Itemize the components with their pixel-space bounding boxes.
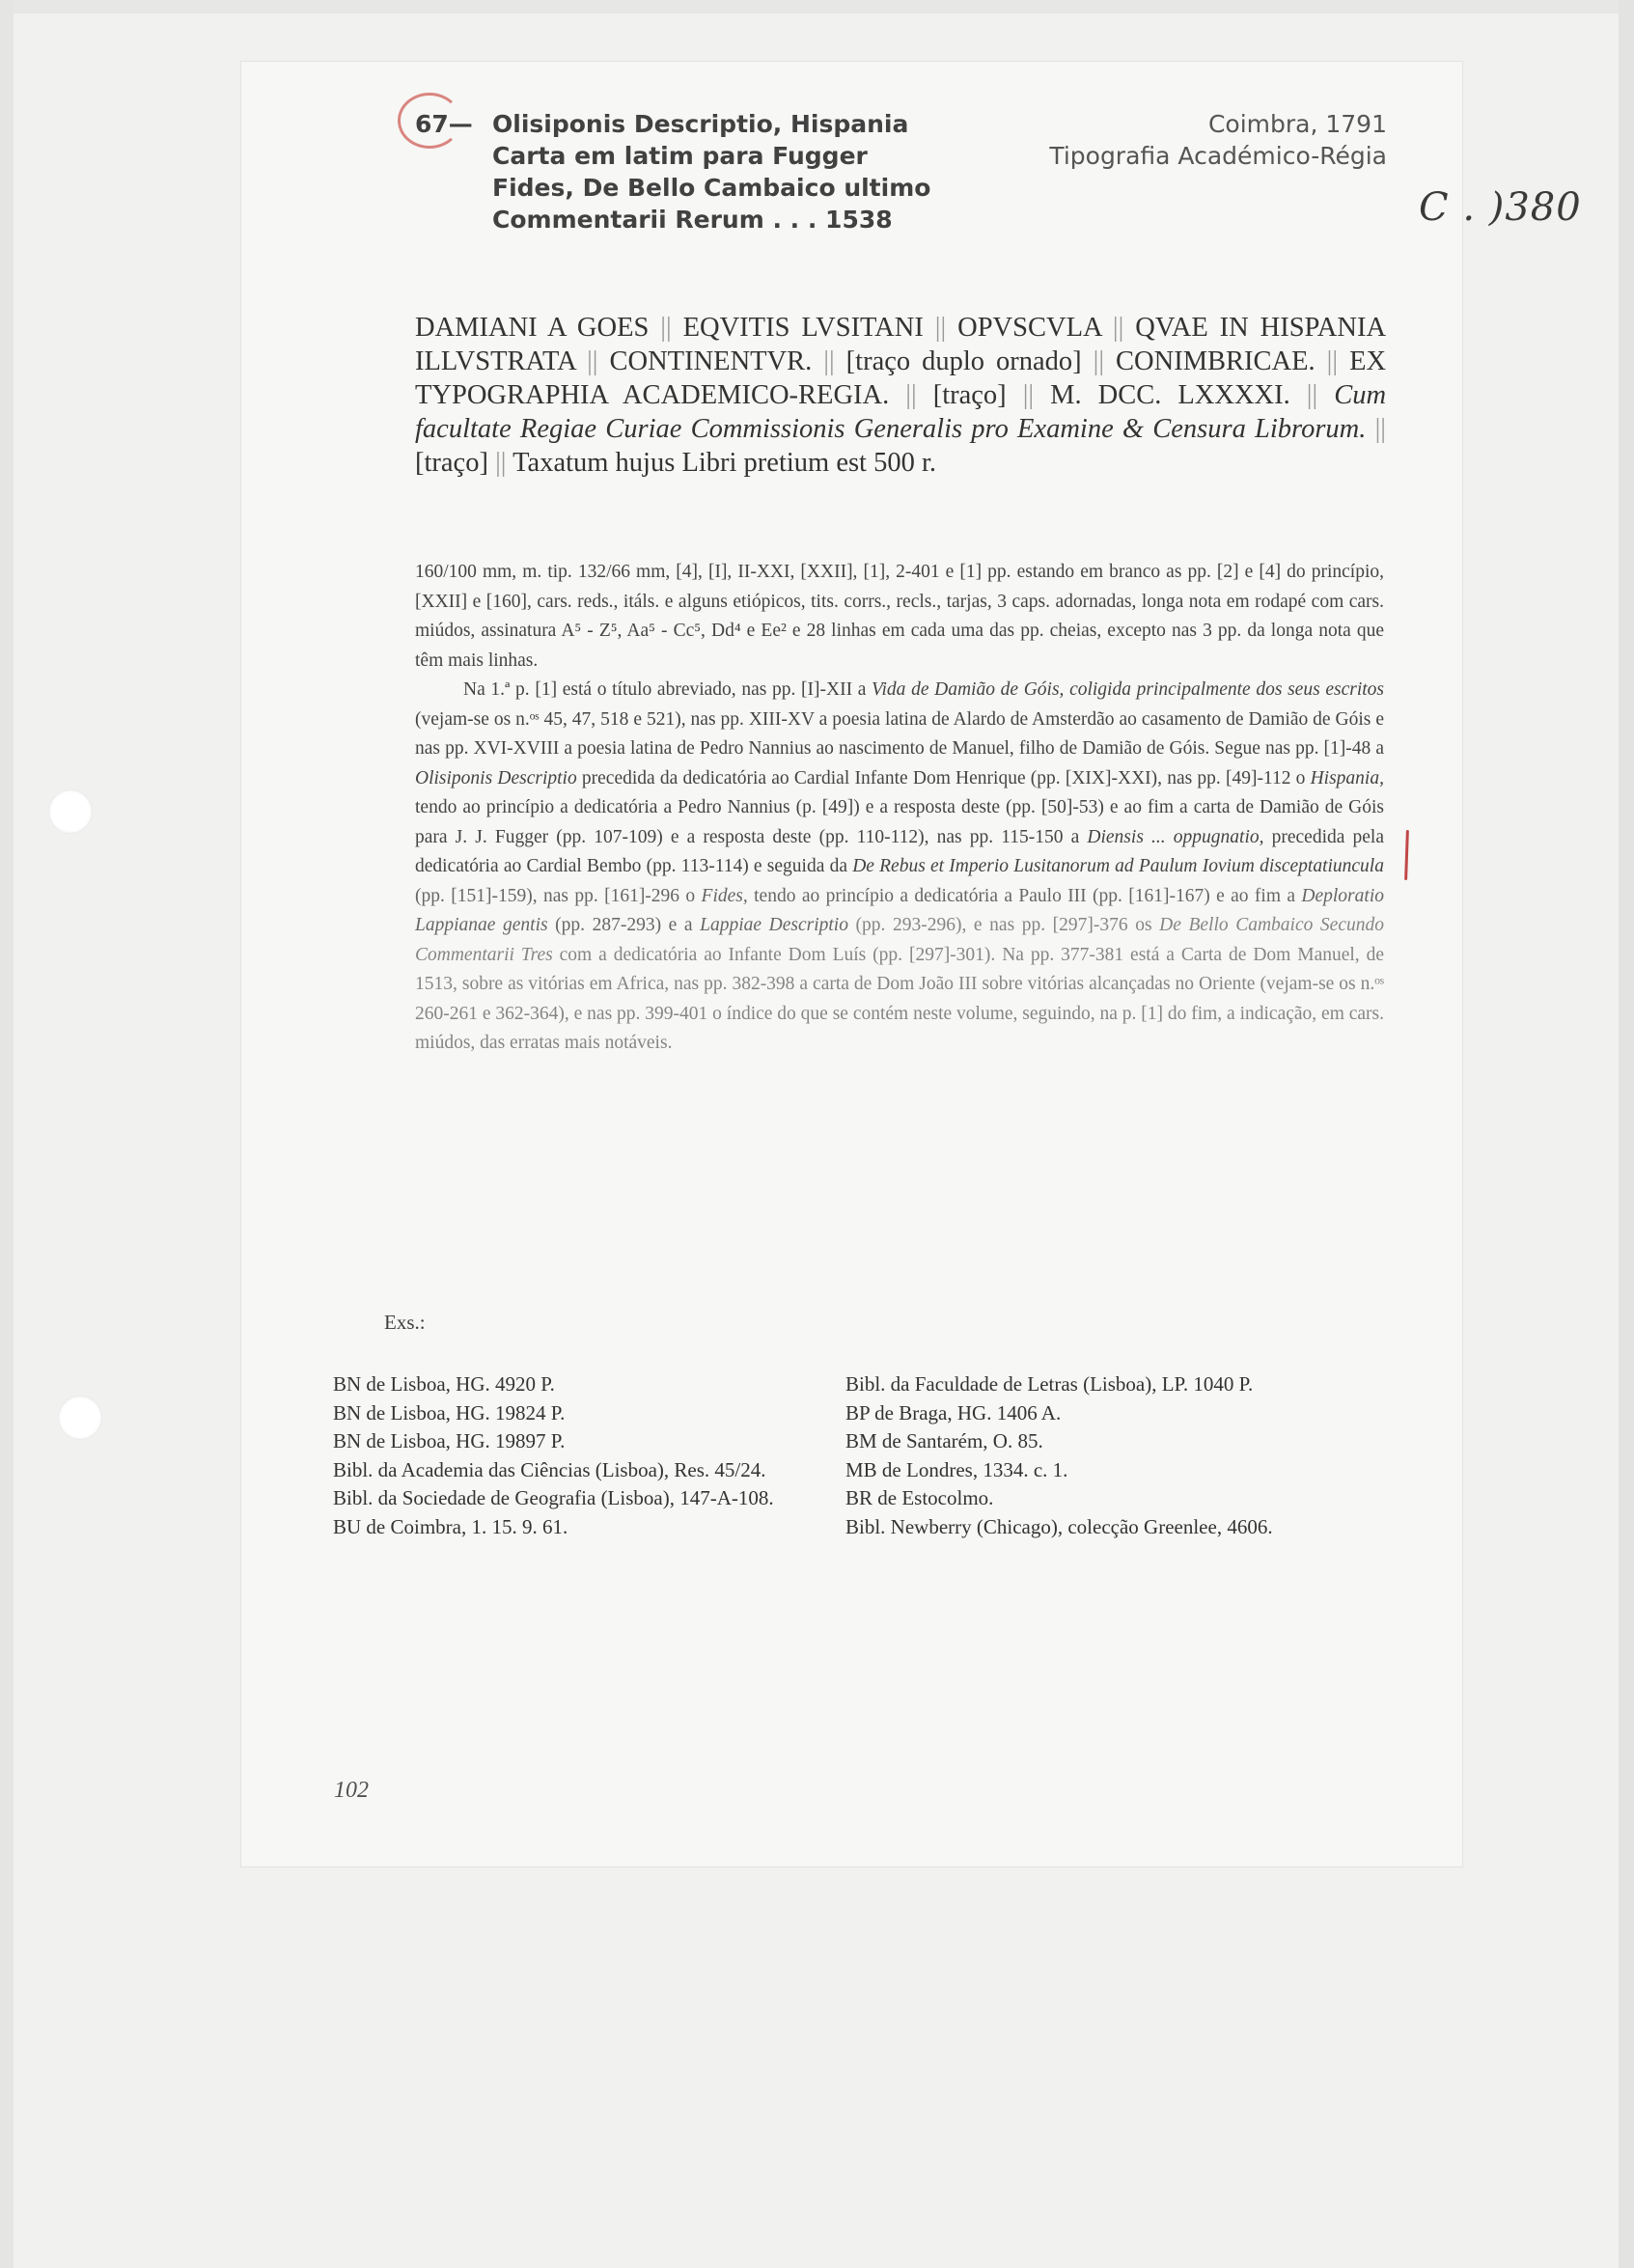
line-separator: ||	[1326, 346, 1339, 376]
copy-location: BN de Lisboa, HG. 19897 P.	[333, 1429, 566, 1452]
line-separator: ||	[823, 346, 835, 376]
line-separator: ||	[1374, 414, 1387, 444]
title-segment: [traço duplo ornado]	[845, 346, 1082, 376]
short-title-line: Fides, De Bello Cambaico ultimo	[492, 174, 931, 202]
line-separator: ||	[934, 313, 947, 343]
scan-edge-right	[1619, 0, 1634, 2268]
page-number: 102	[334, 1778, 369, 1803]
collation-paragraph: 160/100 mm, m. tip. 132/66 mm, [4], [I], II-XXI, [XXII], [1], 2-401 e [1] pp. estando em branco as pp. [2] e [4] do princípio, [XXII] e [160], cars. reds., itáls. e alguns etiópicos, tits. corrs., recls., tarjas, 3 caps. adornadas, longa nota em rodapé com cars. miúdos, assinatura A⁵ - Z⁵, Aa⁵ - Cc⁵, Dd⁴ e Ee² e 28 linhas em cada uma das pp. cheias, excepto nas 3 pp. da longa nota que têm mais linhas.	[415, 562, 1384, 671]
title-segment-italic: Cum facultate Regiae Curiae Commissionis Generalis pro Examine & Censura Librorum.	[415, 380, 1387, 444]
scan-edge-left	[0, 0, 14, 2268]
punch-hole-lower	[58, 1396, 102, 1440]
line-separator: ||	[905, 380, 917, 410]
copy-location: BN de Lisboa, HG. 19824 P.	[333, 1400, 566, 1424]
short-title-line: Carta em latim para Fugger	[492, 142, 868, 170]
title-segment: M. DCC. LXXXXI.	[1050, 380, 1290, 410]
contents-paragraph: Na 1.ª p. [1] está o título abreviado, nas pp. [I]-XII a Vida de Damião de Góis, coligida principalmente dos seus escritos (vejam-se os n.ᵒˢ 45, 47, 518 e 521), nas pp. XIII-XV a poesia latina de Alardo de Amsterdão ao casamento de Damião de Góis e nas pp. XVI-XVIII a poesia latina de Pedro Nannius ao nascimento de Manuel, filho de Damião de Góis. Segue nas pp. [1]-48 a Olisiponis Descriptio precedida da dedicatória ao Cardial Infante Dom Henrique (pp. [XIX]-XXI), nas pp. [49]-112 o Hispania, tendo ao princípio a dedicatória a Pedro Nannius (p. [49]) e a resposta deste (pp. [50]-53) e ao fim a carta de Damião de Góis para J. J. Fugger (pp. 107-109) e a resposta deste (pp. 110-112), nas pp. 115-150 a Diensis ... oppugnatio, precedida pela dedicatória ao Cardial Bembo (pp. 113-114) e seguida da De Rebus et Imperio Lusitanorum ad Paulum Iovium disceptatiuncula (pp. [151]-159), nas pp. [161]-296 o Fides, tendo ao princípio a dedicatória a Paulo III (pp. [161]-167) e ao fim a Deploratio Lappianae gentis (pp. 287-293) e a Lappiae Descriptio (pp. 293-296), e nas pp. [297]-376 os De Bello Cambaico Secundo Commentarii Tres com a dedicatória ao Infante Dom Luís (pp. [297]-301). Na pp. 377-381 está a Carta de Dom Manuel, de 1513, sobre as vitórias em Africa, nas pp. 382-398 a carta de Dom João III sobre vitórias alcançadas no Oriente (vejam-se os n.ᵒˢ 260-261 e 362-364), e nas pp. 399-401 o índice do que se contém neste volume, seguindo, na p. [1] do fim, a indicação, em cars. miúdos, das erratas mais notáveis.	[415, 679, 1385, 1053]
short-title-line: Commentarii Rerum . . . 1538	[492, 206, 893, 234]
line-separator: ||	[587, 346, 598, 376]
punch-hole-upper	[48, 789, 93, 834]
entry-short-title	[492, 108, 930, 235]
entry-number: 67—	[415, 110, 473, 138]
title-segment: DAMIANI A GOES	[415, 313, 650, 343]
title-segment: EX TYPOGRAPHIA ACADEMICO-REGIA.	[415, 346, 1387, 410]
imprint-place-year: Coimbra, 1791	[1207, 110, 1387, 138]
line-separator: ||	[660, 313, 672, 343]
copies-list-right	[845, 1370, 1328, 1541]
copy-location: Bibl. Newberry (Chicago), colecção Greenlee, 4606.	[845, 1514, 1273, 1538]
scan-edge-top	[0, 0, 1634, 14]
line-separator: ||	[495, 448, 507, 478]
title-segment: CONTINENTVR.	[609, 346, 813, 376]
inventory-stamp: C . )380	[1419, 185, 1582, 230]
copies-list-left	[333, 1370, 816, 1541]
copy-location: BP de Braga, HG. 1406 A.	[845, 1400, 1062, 1424]
line-separator: ||	[1093, 346, 1105, 376]
copy-location: BM de Santarém, O. 85.	[845, 1429, 1043, 1452]
line-separator: ||	[1112, 313, 1124, 343]
title-segment: OPVSCVLA	[957, 313, 1101, 343]
title-segment: EQVITIS LVSITANI	[682, 313, 924, 343]
copy-location: BN de Lisboa, HG. 4920 P.	[333, 1372, 555, 1396]
bibliographic-description	[415, 558, 1384, 1059]
copy-location: Bibl. da Faculdade de Letras (Lisboa), LP. 1040 P.	[845, 1372, 1254, 1396]
title-segment: CONIMBRICAE.	[1116, 346, 1316, 376]
copy-location: BR de Estocolmo.	[845, 1486, 994, 1509]
transcribed-title	[415, 311, 1386, 480]
copy-location: Bibl. da Sociedade de Geografia (Lisboa), 147-A-108.	[333, 1486, 774, 1509]
imprint	[1049, 108, 1387, 172]
copy-location: Bibl. da Academia das Ciências (Lisboa), Res. 45/24.	[333, 1457, 766, 1481]
title-segment: QVAE IN HISPANIA ILLVSTRATA	[415, 313, 1387, 376]
short-title-line: Olisiponis Descriptio, Hispania	[492, 110, 909, 138]
line-separator: ||	[1306, 380, 1318, 410]
line-separator: ||	[1022, 380, 1035, 410]
imprint-printer: Tipografia Académico-Régia	[1049, 142, 1387, 170]
title-segment: Taxatum hujus Libri pretium est 500 r.	[512, 448, 937, 478]
copy-location: MB de Londres, 1334. c. 1.	[845, 1457, 1068, 1481]
title-segment: [traço]	[415, 448, 488, 478]
copies-label: Exs.:	[384, 1311, 426, 1334]
title-segment: [traço]	[932, 380, 1007, 410]
copy-location: BU de Coimbra, 1. 15. 9. 61.	[333, 1514, 568, 1538]
